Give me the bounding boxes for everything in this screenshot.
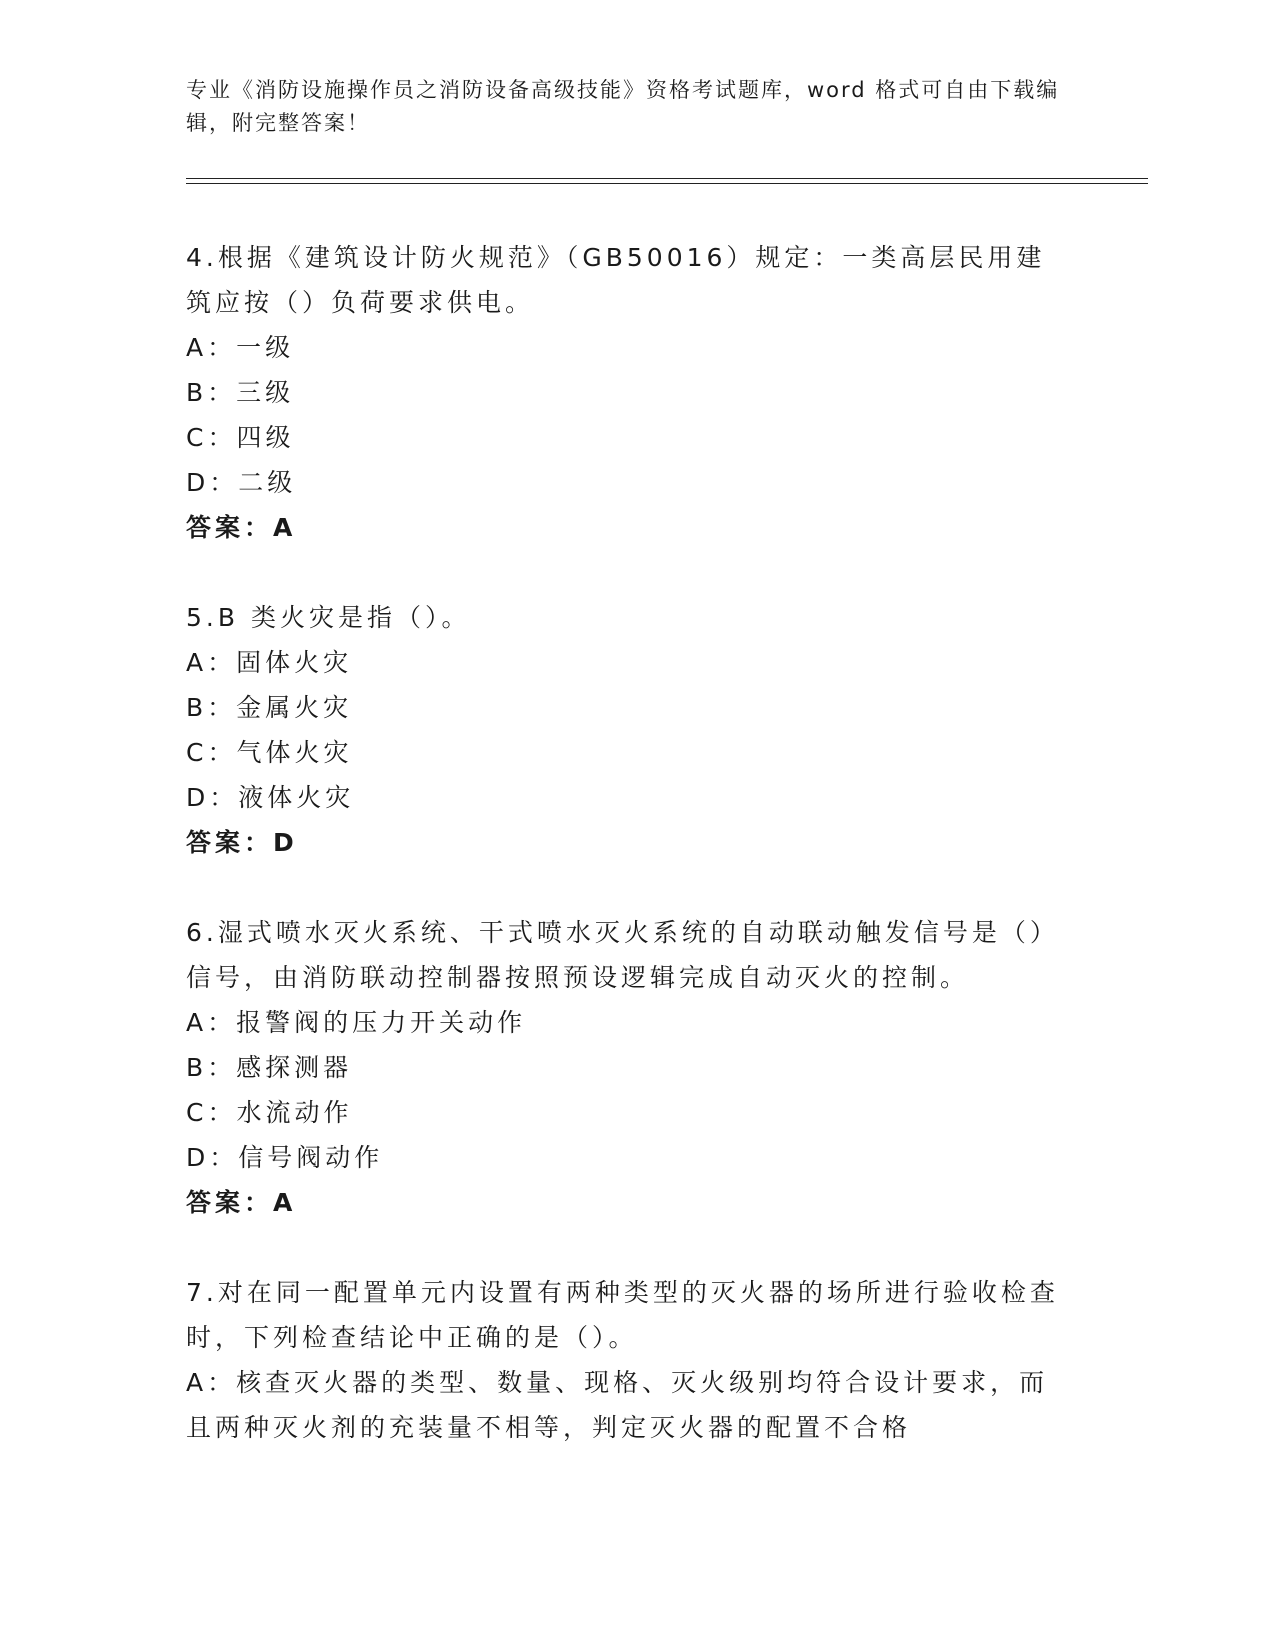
answer-label: 答案：A <box>186 1188 297 1217</box>
option-d: D：二级 <box>186 468 297 497</box>
option-d: D：信号阀动作 <box>186 1143 384 1172</box>
option-c: C：气体火灾 <box>186 738 353 767</box>
option-a: A：报警阀的压力开关动作 <box>186 1008 527 1037</box>
question-list <box>186 235 1066 1495</box>
option-d: D：液体火灾 <box>186 783 355 812</box>
answer-label: 答案：D <box>186 828 298 857</box>
question-text: 4.根据《建筑设计防火规范》（GB50016）规定：一类高层民用建筑应按（）负荷要求供电。 <box>186 243 1046 317</box>
question-7 <box>186 1270 1066 1450</box>
option-b: B：感探测器 <box>186 1053 353 1082</box>
option-b: B：三级 <box>186 378 295 407</box>
option-a: A：固体火灾 <box>186 648 353 677</box>
answer-label: 答案：A <box>186 513 297 542</box>
option-a: A：一级 <box>186 333 295 362</box>
document-header <box>186 74 1066 140</box>
option-a: A：核查灭火器的类型、数量、现格、灭火级别均符合设计要求，而且两种灭火剂的充装量不相等，判定灭火器的配置不合格 <box>186 1368 1049 1442</box>
option-c: C：水流动作 <box>186 1098 353 1127</box>
question-text: 5.B 类火灾是指（）。 <box>186 603 471 632</box>
header-description: 专业《消防设施操作员之消防设备高级技能》资格考试题库，word 格式可自由下载编辑，附完整答案！ <box>186 78 1060 135</box>
question-text: 6.湿式喷水灭火系统、干式喷水灭火系统的自动联动触发信号是（）信号，由消防联动控制器按照预设逻辑完成自动灭火的控制。 <box>186 918 1059 992</box>
header-divider-top <box>186 178 1148 179</box>
question-5 <box>186 595 1066 865</box>
question-6 <box>186 910 1066 1225</box>
question-text: 7.对在同一配置单元内设置有两种类型的灭火器的场所进行验收检查时，下列检查结论中正确的是（）。 <box>186 1278 1059 1352</box>
option-b: B：金属火灾 <box>186 693 353 722</box>
header-divider-bottom <box>186 183 1148 184</box>
question-4 <box>186 235 1066 550</box>
option-c: C：四级 <box>186 423 295 452</box>
